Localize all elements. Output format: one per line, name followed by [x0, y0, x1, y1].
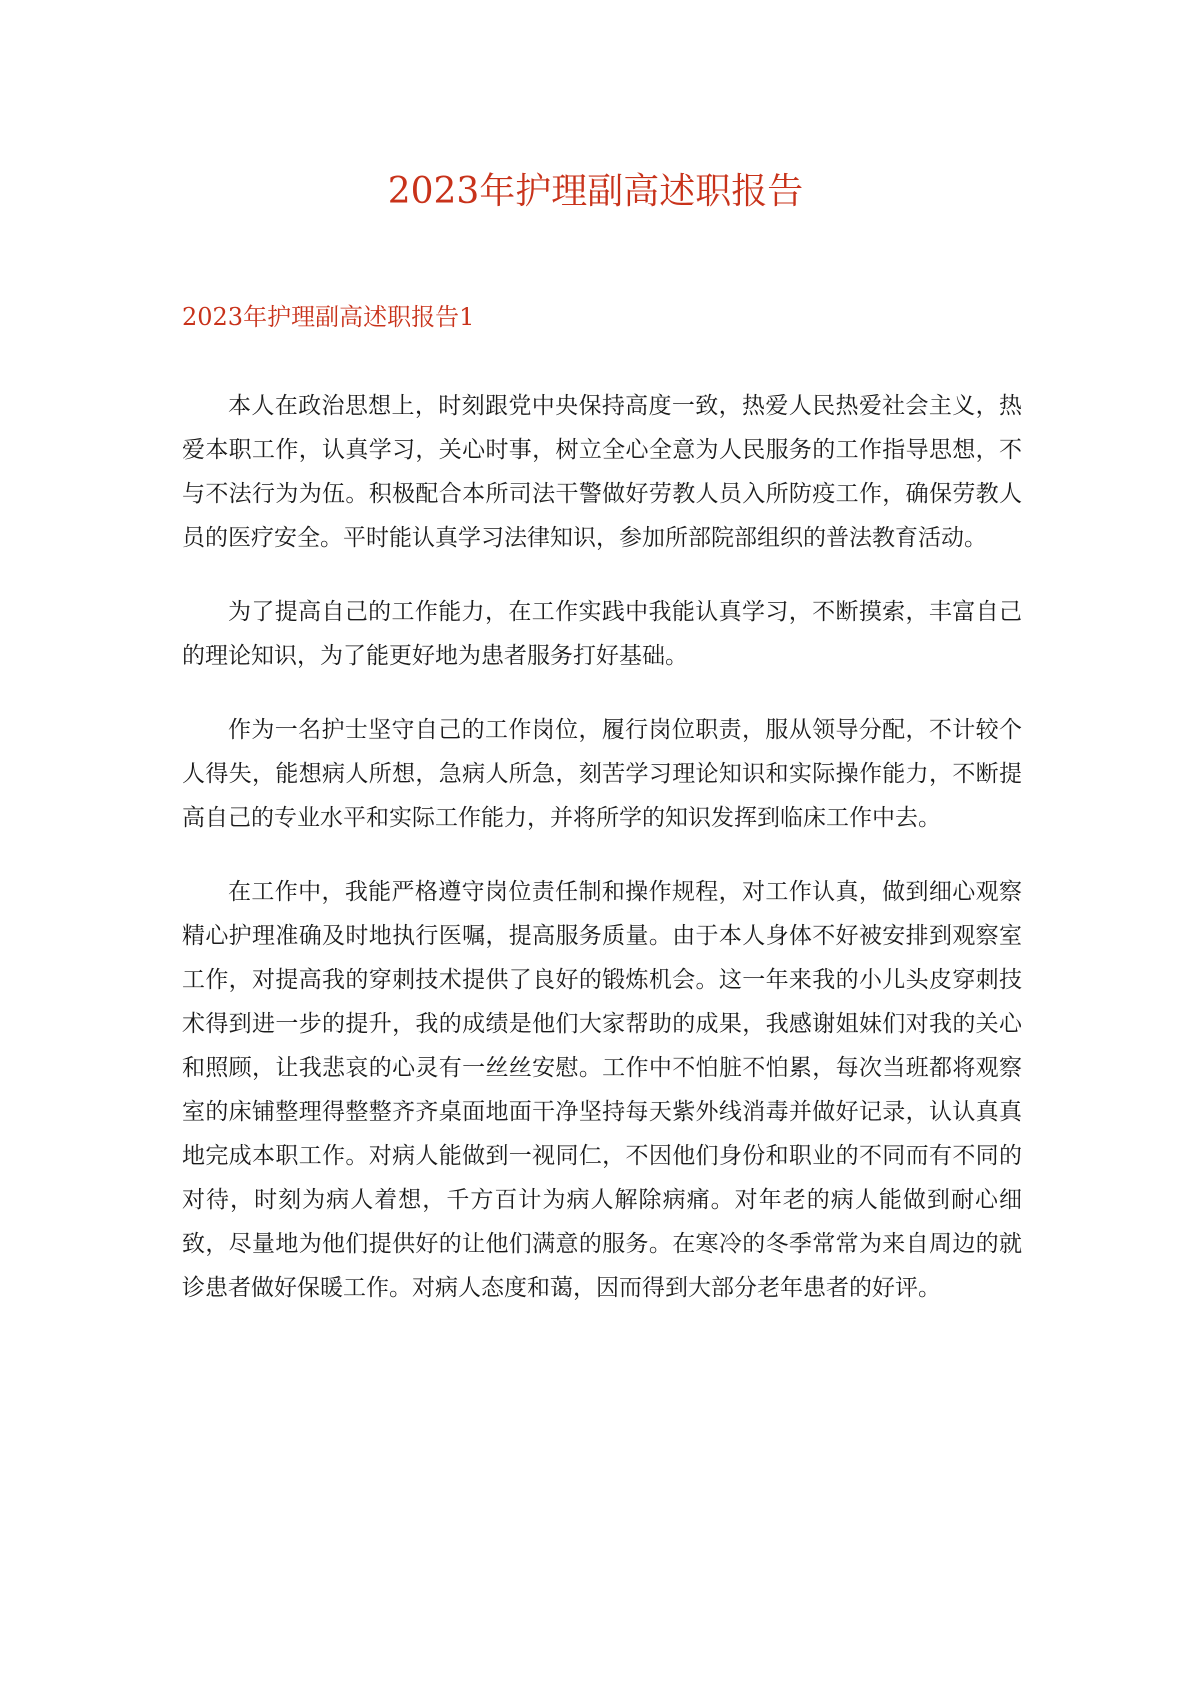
document-body: [182, 384, 1022, 1340]
paragraph-1: 本人在政治思想上，时刻跟党中央保持高度一致，热爱人民热爱社会主义，热爱本职工作，认真学习，关心时事，树立全心全意为人民服务的工作指导思想，不与不法行为为伍。积极配合本所司法干警做好劳教人员入所防疫工作，确保劳教人员的医疗安全。平时能认真学习法律知识，参加所部院部组织的普法教育活动。: [182, 393, 1022, 551]
paragraph-2: 为了提高自己的工作能力，在工作实践中我能认真学习，不断摸索，丰富自己的理论知识，为了能更好地为患者服务打好基础。: [182, 599, 1022, 669]
paragraph-3: 作为一名护士坚守自己的工作岗位，履行岗位职责，服从领导分配，不计较个人得失，能想病人所想，急病人所急，刻苦学习理论知识和实际操作能力，不断提高自己的专业水平和实际工作能力，并将所学的知识发挥到临床工作中去。: [182, 717, 1022, 831]
section-heading: 2023年护理副高述职报告1: [182, 303, 475, 331]
paragraph-4: 在工作中，我能严格遵守岗位责任制和操作规程，对工作认真，做到细心观察精心护理准确及时地执行医嘱，提高服务质量。由于本人身体不好被安排到观察室工作，对提高我的穿刺技术提供了良好的锻炼机会。这一年来我的小儿头皮穿刺技术得到进一步的提升，我的成绩是他们大家帮助的成果，我感谢姐妹们对我的关心和照顾，让我悲哀的心灵有一丝丝安慰。工作中不怕脏不怕累，每次当班都将观察室的床铺整理得整整齐齐桌面地面干净坚持每天紫外线消毒并做好记录，认认真真地完成本职工作。对病人能做到一视同仁，不因他们身份和职业的不同而有不同的对待，时刻为病人着想，千方百计为病人解除病痛。对年老的病人能做到耐心细致，尽量地为他们提供好的让他们满意的服务。在寒冷的冬季常常为来自周边的就诊患者做好保暖工作。对病人态度和蔼，因而得到大部分老年患者的好评。: [182, 879, 1022, 1301]
document-title: 2023年护理副高述职报告: [387, 171, 804, 212]
